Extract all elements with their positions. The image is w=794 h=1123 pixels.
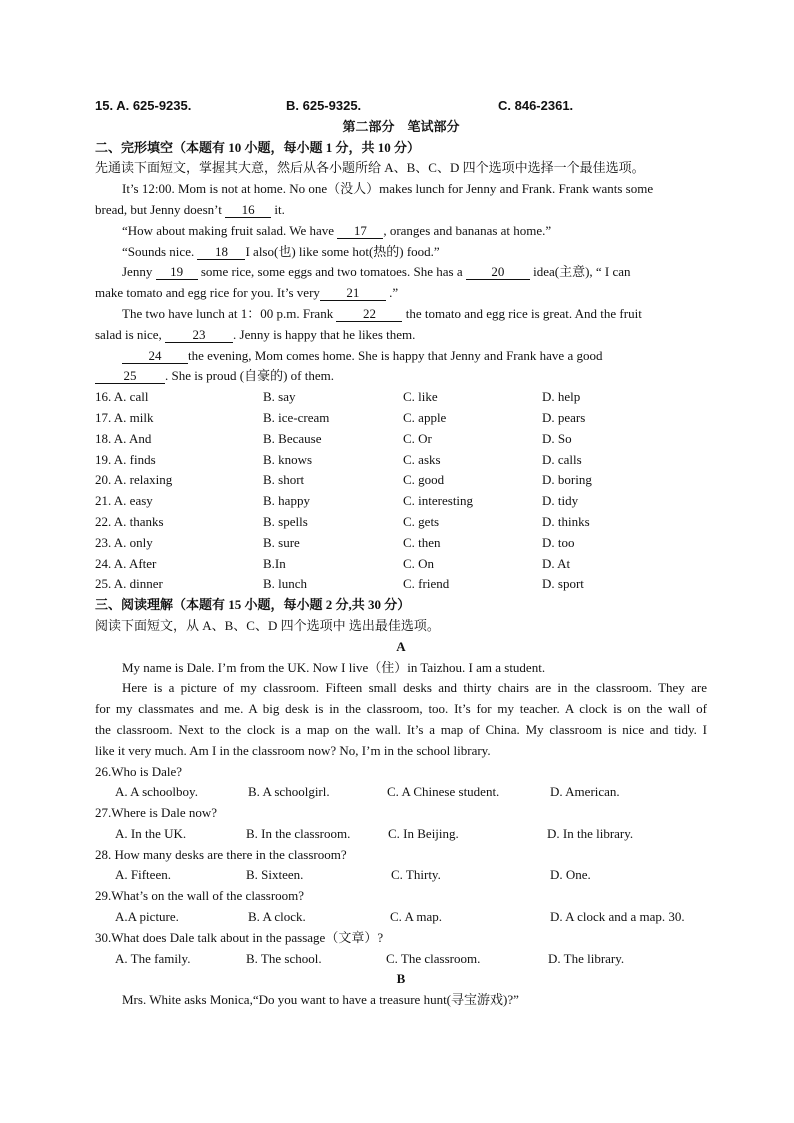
question-29: 29.What’s on the wall of the classroom? (95, 888, 305, 904)
option-a: 22. A. thanks (95, 513, 164, 529)
option-a: A. Fifteen. (115, 867, 171, 883)
option-c: C. In Beijing. (388, 825, 459, 841)
option-d: D. calls (542, 451, 582, 467)
option-b: B.In (263, 555, 286, 571)
blank-21: 21 (320, 286, 386, 301)
option-d: D. So (542, 430, 572, 446)
option-d: D. One. (550, 867, 591, 883)
q15-option-c: C. 846-2361. (498, 98, 574, 113)
passage-text: , oranges and bananas at home.” (383, 222, 552, 238)
passage-b-line: Mrs. White asks Monica,“Do you want to have a treasure hunt(寻宝游戏)?” (122, 992, 519, 1008)
option-d: D. A clock and a map. 30. (550, 909, 685, 925)
option-row (95, 408, 707, 429)
passage-line (95, 179, 707, 200)
option-d: D. boring (542, 472, 592, 488)
passage-a-line: for my classmates and me. A big desk is in the classroom, too. It’s for my teacher. A clock is on the wall of (95, 701, 707, 717)
option-a: A. In the UK. (115, 825, 187, 841)
passage-text: the tomato and egg rice is great. And the fruit (405, 305, 642, 321)
option-b: B. sure (263, 534, 300, 550)
question-28: 28. How many desks are there in the classroom? (95, 846, 347, 862)
passage-a-line: the classroom. Next to the clock is a map on the wall. It’s a map of China. My classroom is nice and tidy. I (95, 721, 707, 737)
blank-23: 23 (165, 328, 233, 343)
option-d: D. sport (542, 576, 584, 592)
option-c: C. Thirty. (391, 867, 441, 883)
passage-a-label: A (396, 638, 406, 654)
option-a: A.A picture. (115, 909, 179, 925)
option-c: C. then (403, 534, 441, 550)
option-row (95, 491, 707, 512)
passage-text: The two have lunch at 1：00 p.m. Frank (122, 305, 334, 321)
option-b: B. lunch (263, 576, 308, 592)
passage-line (95, 242, 707, 263)
passage-line (95, 283, 707, 304)
passage-line (95, 200, 707, 221)
question-27: 27.Where is Dale now? (95, 805, 218, 821)
option-b: B. happy (263, 493, 310, 509)
option-c: C. apple (403, 409, 447, 425)
blank-19: 19 (156, 265, 198, 280)
option-c: C. The classroom. (386, 950, 481, 966)
option-b: B. The school. (246, 950, 322, 966)
option-row (95, 533, 707, 554)
option-b: B. say (263, 389, 296, 405)
question-options (95, 824, 707, 845)
passage-text: “How about making fruit salad. We have (122, 222, 335, 238)
passage-text: make tomato and egg rice for you. It’s very (95, 285, 320, 301)
option-a: A. The family. (115, 950, 191, 966)
blank-22: 22 (336, 307, 402, 322)
blank-16: 16 (225, 203, 271, 218)
option-b: B. Sixteen. (246, 867, 304, 883)
question-26: 26.Who is Dale? (95, 763, 183, 779)
section-two-heading: 二、完形填空（本题有 10 小题，每小题 1 分，共 10 分） (95, 139, 421, 155)
question-15-row (95, 96, 707, 117)
section-three-instruction: 阅读下面短文，从 A、B、C、D 四个选项中 选出最佳选项。 (95, 617, 440, 633)
option-d: D. The library. (548, 950, 625, 966)
option-c: C. like (403, 389, 438, 405)
option-b: B. short (263, 472, 305, 488)
question-options (95, 907, 707, 928)
option-c: C. good (403, 472, 445, 488)
option-d: D. too (542, 534, 575, 550)
blank-24: 24 (122, 349, 188, 364)
passage-text: it. (274, 201, 285, 217)
section-three-heading: 三、阅读理解（本题有 15 小题，每小题 2 分,共 30 分） (95, 597, 411, 613)
blank-17: 17 (337, 224, 383, 239)
option-d: D. help (542, 389, 581, 405)
passage-text: the evening, Mom comes home. She is happy that Jenny and Frank have a good (188, 347, 603, 363)
passage-text: salad is nice, (95, 326, 162, 342)
option-c: C. interesting (403, 493, 474, 509)
option-a: 21. A. easy (95, 493, 153, 509)
q15-option-a: 15. A. 625-9235. (95, 98, 192, 113)
option-a: 23. A. only (95, 534, 153, 550)
section-two-instruction: 先通读下面短文，掌握其大意，然后从各小题所给 A、B、C、D 四个选项中选择一个最佳选项。 (95, 160, 645, 176)
option-b: B. A schoolgirl. (248, 784, 330, 800)
part-two-title: 第二部分 笔试部分 (342, 118, 460, 134)
question-options (95, 782, 707, 803)
blank-20: 20 (466, 265, 530, 280)
exam-page (95, 96, 707, 1011)
question-options (95, 865, 707, 886)
option-a: 25. A. dinner (95, 576, 163, 592)
passage-b-label: B (396, 971, 406, 987)
passage-text: . Jenny is happy that he likes them. (233, 326, 416, 342)
option-row (95, 387, 707, 408)
option-c: C. Or (403, 430, 432, 446)
q15-option-b: B. 625-9325. (286, 98, 362, 113)
option-b: B. ice-cream (263, 409, 330, 425)
option-a: 16. A. call (95, 389, 149, 405)
passage-a-line: like it very much. Am I in the classroom now? No, I’m in the school library. (95, 742, 491, 758)
option-a: A. A schoolboy. (115, 784, 198, 800)
blank-25: 25 (95, 369, 165, 384)
question-30: 30.What does Dale talk about in the passage（文章）? (95, 929, 384, 945)
option-c: C. gets (403, 513, 440, 529)
option-row (95, 554, 707, 575)
passage-a-line: My name is Dale. I’m from the UK. Now I live（住）in Taizhou. I am a student. (122, 659, 546, 675)
blank-18: 18 (197, 245, 245, 260)
option-d: D. thinks (542, 513, 590, 529)
passage-text: It’s 12:00. Mom is not at home. No one（没人）makes lunch for Jenny and Frank. Frank wants some (122, 181, 654, 197)
passage-line (95, 304, 707, 325)
passage-text: bread, but Jenny doesn’t (95, 201, 222, 217)
passage-line (95, 262, 707, 283)
passage-text: idea(主意), “ I can (533, 264, 631, 280)
option-a: 19. A. finds (95, 451, 156, 467)
option-b: B. knows (263, 451, 313, 467)
option-d: D. pears (542, 409, 586, 425)
option-c: C. A Chinese student. (387, 784, 500, 800)
option-a: 24. A. After (95, 555, 157, 571)
passage-line (95, 366, 707, 387)
option-row (95, 429, 707, 450)
option-d: D. tidy (542, 493, 579, 509)
option-b: B. spells (263, 513, 308, 529)
passage-line (95, 346, 707, 367)
passage-text: Jenny (122, 264, 153, 280)
option-a: 20. A. relaxing (95, 472, 173, 488)
passage-a-line: Here is a picture of my classroom. Fifteen small desks and thirty chairs are in the classroom. They are (122, 680, 707, 696)
option-d: D. American. (550, 784, 620, 800)
passage-text: “Sounds nice. (122, 243, 195, 259)
option-row (95, 574, 707, 595)
option-b: B. Because (263, 430, 322, 446)
question-options (95, 949, 707, 970)
option-b: B. In the classroom. (246, 825, 351, 841)
option-row (95, 470, 707, 491)
option-a: 18. A. And (95, 430, 152, 446)
passage-text: .” (389, 285, 399, 301)
option-b: B. A clock. (248, 909, 306, 925)
option-a: 17. A. milk (95, 409, 154, 425)
option-c: C. On (403, 555, 435, 571)
cloze-options (95, 387, 707, 595)
option-row (95, 512, 707, 533)
option-c: C. friend (403, 576, 450, 592)
option-c: C. A map. (390, 909, 443, 925)
passage-text: . She is proud (自豪的) of them. (165, 368, 334, 384)
option-d: D. In the library. (547, 825, 634, 841)
passage-text: I also(也) like some hot(热的) food.” (245, 243, 440, 259)
passage-line (95, 221, 707, 242)
option-d: D. At (542, 555, 571, 571)
passage-text: some rice, some eggs and two tomatoes. She has a (200, 264, 463, 280)
option-c: C. asks (403, 451, 441, 467)
option-row (95, 450, 707, 471)
passage-line (95, 325, 707, 346)
